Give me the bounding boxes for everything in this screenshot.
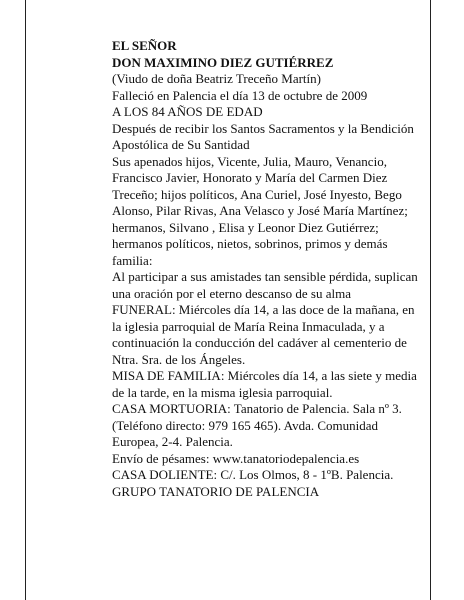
company-line: GRUPO TANATORIO DE PALENCIA: [112, 483, 320, 499]
family-paragraph: Sus apenados hijos, Vicente, Julia, Mauro, Venancio, Francisco Javier, Honorato y María del Carmen Diez Treceño; hijos políticos, Ana Curiel, José Inyesto, Bego Alonso, Pilar Rivas, Ana Velasco y José María Martínez; hermanos, Silvano , Elisa y Leonor Diez Gutiérrez; hermanos políticos, nietos, sobrinos, primos y demás familia:: [112, 153, 408, 268]
age-line: A LOS 84 AÑOS DE EDAD: [112, 104, 263, 119]
family-mass-paragraph: MISA DE FAMILIA: Miércoles día 14, a las siete y media de la tarde, en la misma iglesia parroquial.: [112, 368, 417, 400]
condolences-line: Envío de pésames: www.tanatoriodepalencia.es: [112, 450, 360, 466]
widower-note: (Viudo de doña Beatriz Treceño Martín): [112, 71, 321, 86]
obituary-notice: [112, 38, 424, 500]
sacraments-paragraph: Después de recibir los Santos Sacramentos y la Bendición Apostólica de Su Santidad: [112, 120, 414, 152]
deceased-name: DON MAXIMINO DIEZ GUTIÉRREZ: [112, 54, 334, 70]
death-date: Falleció en Palencia el día 13 de octubre de 2009: [112, 87, 368, 103]
funeral-home-paragraph: CASA MORTUORIA: Tanatorio de Palencia. Sala nº 3. (Teléfono directo: 979 165 465). Avda. Comunidad Europea, 2-4. Palencia.: [112, 401, 402, 449]
funeral-paragraph: FUNERAL: Miércoles día 14, a las doce de la mañana, en la iglesia parroquial de María Reina Inmaculada, y a continuación la conducción del cadáver al cementerio de Ntra. Sra. de los Ángeles.: [112, 302, 415, 367]
notice-title: EL SEÑOR: [112, 38, 177, 53]
mourning-home-line: CASA DOLIENTE: C/. Los Olmos, 8 - 1ºB. Palencia.: [112, 467, 394, 482]
prayer-paragraph: Al participar a sus amistades tan sensible pérdida, suplican una oración por el eterno descanso de su alma: [112, 269, 418, 301]
